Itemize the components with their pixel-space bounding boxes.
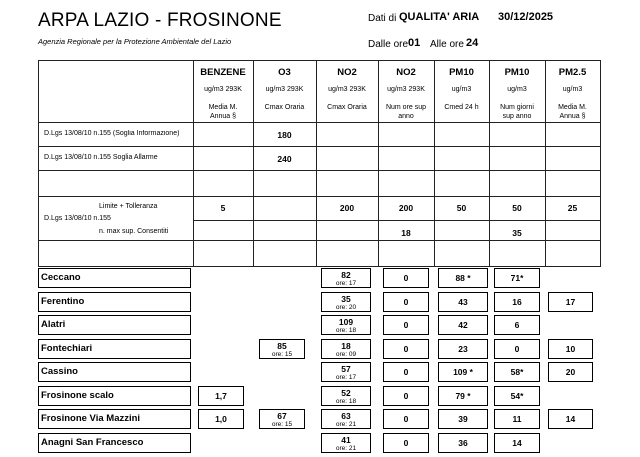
cell-no2-ore: ore: 17 bbox=[335, 374, 357, 381]
grid-line bbox=[600, 60, 601, 267]
cell-no2: 35 bbox=[341, 293, 351, 304]
col-header-pm25: PM2.5 bbox=[558, 67, 587, 78]
cell-no2-sup: 0 bbox=[403, 437, 409, 448]
cell-o3: 85 bbox=[277, 340, 287, 351]
cell-pm10-gg: 14 bbox=[512, 437, 522, 448]
limit-pm10-med: 50 bbox=[456, 203, 467, 213]
limit-allarme-o3: 240 bbox=[277, 154, 292, 164]
cell-pm10: 23 bbox=[458, 343, 468, 354]
col-desc: Cmed 24 h bbox=[444, 104, 479, 111]
consentiti-pm10-gg: 35 bbox=[512, 228, 522, 238]
cell-pm10-gg: 58* bbox=[510, 367, 524, 377]
station-name: Frosinone scalo bbox=[41, 389, 114, 401]
col-desc: Media M. bbox=[558, 104, 587, 111]
station-name: Cassino bbox=[41, 366, 78, 377]
col-desc: sup anno bbox=[502, 113, 532, 120]
consentiti-no2-ore: 18 bbox=[401, 228, 411, 238]
cell-no2: 63 bbox=[341, 411, 351, 421]
cell-pm10-gg: 71* bbox=[510, 273, 524, 283]
limite-tolleranza-label: Limite + Tolleranza bbox=[99, 203, 158, 210]
grid-line bbox=[38, 170, 601, 171]
cell-benzene: 1,7 bbox=[215, 390, 227, 401]
cell-no2: 52 bbox=[341, 387, 351, 398]
grid-line bbox=[38, 60, 39, 267]
cell-no2: 109 bbox=[338, 317, 354, 327]
page-title: ARPA LAZIO - FROSINONE bbox=[38, 10, 282, 31]
cell-pm25: 17 bbox=[565, 296, 576, 307]
col-unit: ug/m3 293K bbox=[204, 86, 242, 93]
cell-pm10: 43 bbox=[458, 296, 468, 307]
col-desc: Cmax Oraria bbox=[264, 104, 305, 111]
cell-pm10-gg: 6 bbox=[514, 320, 520, 330]
col-unit: ug/m3 293K bbox=[265, 86, 304, 93]
col-desc: Annua § bbox=[559, 113, 586, 120]
alle-value: 24 bbox=[466, 37, 479, 49]
cell-no2: 41 bbox=[341, 434, 351, 445]
col-header-no2-max: NO2 bbox=[337, 67, 357, 78]
limit-informazione-o3: 180 bbox=[277, 130, 292, 140]
limit-benzene: 5 bbox=[220, 203, 226, 213]
dati-value: QUALITA' ARIA bbox=[399, 11, 480, 23]
limit-informazione-label: D.Lgs 13/08/10 n.155 (Soglia Informazione) bbox=[44, 130, 180, 137]
cell-pm10: 39 bbox=[458, 414, 468, 424]
col-header-pm10-gg: PM10 bbox=[504, 67, 530, 78]
report-date: 30/12/2025 bbox=[498, 11, 554, 23]
dati-label: Dati di bbox=[368, 13, 397, 24]
cell-no2-ore: ore: 21 bbox=[335, 421, 357, 428]
cell-no2-ore: ore: 20 bbox=[335, 303, 357, 311]
col-desc: anno bbox=[398, 113, 414, 120]
cell-pm10: 88 * bbox=[455, 273, 471, 283]
limit-pm10-gg: 50 bbox=[512, 203, 522, 213]
col-desc: Media M. bbox=[208, 104, 238, 111]
cell-no2-sup: 0 bbox=[403, 273, 409, 283]
cell-no2-ore: ore: 18 bbox=[335, 327, 357, 334]
col-unit: ug/m3 bbox=[507, 86, 527, 93]
consentiti-label: n. max sup. Consentiti bbox=[99, 228, 169, 235]
col-header-pm10-med: PM10 bbox=[449, 67, 474, 78]
cell-pm25: 20 bbox=[565, 367, 576, 377]
station-name: Alatri bbox=[41, 319, 66, 330]
limit-allarme-label: D.Lgs 13/08/10 n.155 Soglia Allarme bbox=[44, 154, 158, 161]
station-name: Ceccano bbox=[41, 272, 81, 283]
cell-no2-ore: ore: 21 bbox=[335, 444, 357, 452]
decreto-label: D.Lgs 13/08/10 n.155 bbox=[44, 215, 111, 222]
grid-line bbox=[38, 60, 601, 61]
cell-pm10: 109 * bbox=[453, 367, 473, 377]
limit-pm25: 25 bbox=[567, 203, 578, 213]
cell-pm25: 10 bbox=[565, 343, 576, 354]
cell-benzene: 1,0 bbox=[215, 414, 227, 424]
col-header-benzene: BENZENE bbox=[200, 67, 246, 78]
cell-o3: 67 bbox=[277, 411, 287, 421]
limit-no2-max: 200 bbox=[339, 203, 355, 213]
col-header-o3: O3 bbox=[278, 67, 291, 78]
cell-no2-ore: ore: 17 bbox=[335, 280, 357, 287]
grid-line bbox=[38, 266, 601, 267]
cell-pm10-gg: 0 bbox=[514, 343, 520, 354]
cell-no2-sup: 0 bbox=[403, 320, 409, 330]
cell-pm10: 36 bbox=[458, 437, 468, 448]
cell-no2-sup: 0 bbox=[403, 367, 409, 377]
cell-no2-ore: ore: 09 bbox=[335, 350, 357, 358]
cell-o3-ore: ore: 15 bbox=[271, 421, 293, 428]
grid-line bbox=[38, 240, 601, 241]
cell-no2-sup: 0 bbox=[403, 343, 409, 354]
grid-line bbox=[38, 146, 601, 147]
station-name: Ferentino bbox=[41, 295, 85, 307]
cell-no2-sup: 0 bbox=[403, 390, 409, 401]
station-name: Frosinone Via Mazzini bbox=[41, 413, 141, 424]
limit-no2-ore: 200 bbox=[398, 203, 414, 213]
cell-pm10-gg: 54* bbox=[510, 390, 524, 401]
col-desc: Num ore sup bbox=[385, 104, 427, 111]
grid-line bbox=[193, 220, 601, 221]
cell-o3-ore: ore: 15 bbox=[271, 350, 293, 358]
col-unit: ug/m3 bbox=[562, 86, 583, 93]
grid-line bbox=[38, 122, 601, 123]
col-unit: ug/m3 293K bbox=[328, 86, 366, 93]
cell-pm10-gg: 16 bbox=[512, 296, 522, 307]
cell-no2-sup: 0 bbox=[403, 296, 409, 307]
grid-line bbox=[38, 196, 601, 197]
cell-pm25: 14 bbox=[565, 414, 576, 424]
col-desc: Num giorni bbox=[500, 104, 534, 111]
col-desc: Annua § bbox=[209, 113, 237, 120]
dalle-value: 01 bbox=[408, 37, 421, 49]
cell-pm10: 42 bbox=[458, 320, 468, 330]
agency-subtitle: Agenzia Regionale per la Protezione Ambientale del Lazio bbox=[38, 37, 232, 46]
station-name: Anagni San Francesco bbox=[41, 436, 144, 448]
col-desc: Cmax Oraria bbox=[327, 104, 367, 111]
cell-no2: 57 bbox=[341, 364, 351, 374]
dalle-label: Dalle ore bbox=[368, 39, 409, 50]
cell-no2-sup: 0 bbox=[403, 414, 409, 424]
cell-pm10: 79 * bbox=[455, 390, 471, 401]
col-unit: ug/m3 bbox=[451, 86, 472, 93]
cell-pm10-gg: 11 bbox=[512, 414, 522, 424]
col-unit: ug/m3 293K bbox=[387, 86, 425, 93]
station-name: Fontechiari bbox=[41, 342, 93, 354]
alle-label: Alle ore bbox=[430, 39, 464, 50]
cell-no2: 82 bbox=[341, 270, 351, 280]
col-header-no2-ore: NO2 bbox=[396, 67, 416, 78]
cell-no2: 18 bbox=[341, 340, 351, 351]
cell-no2-ore: ore: 18 bbox=[335, 397, 357, 405]
